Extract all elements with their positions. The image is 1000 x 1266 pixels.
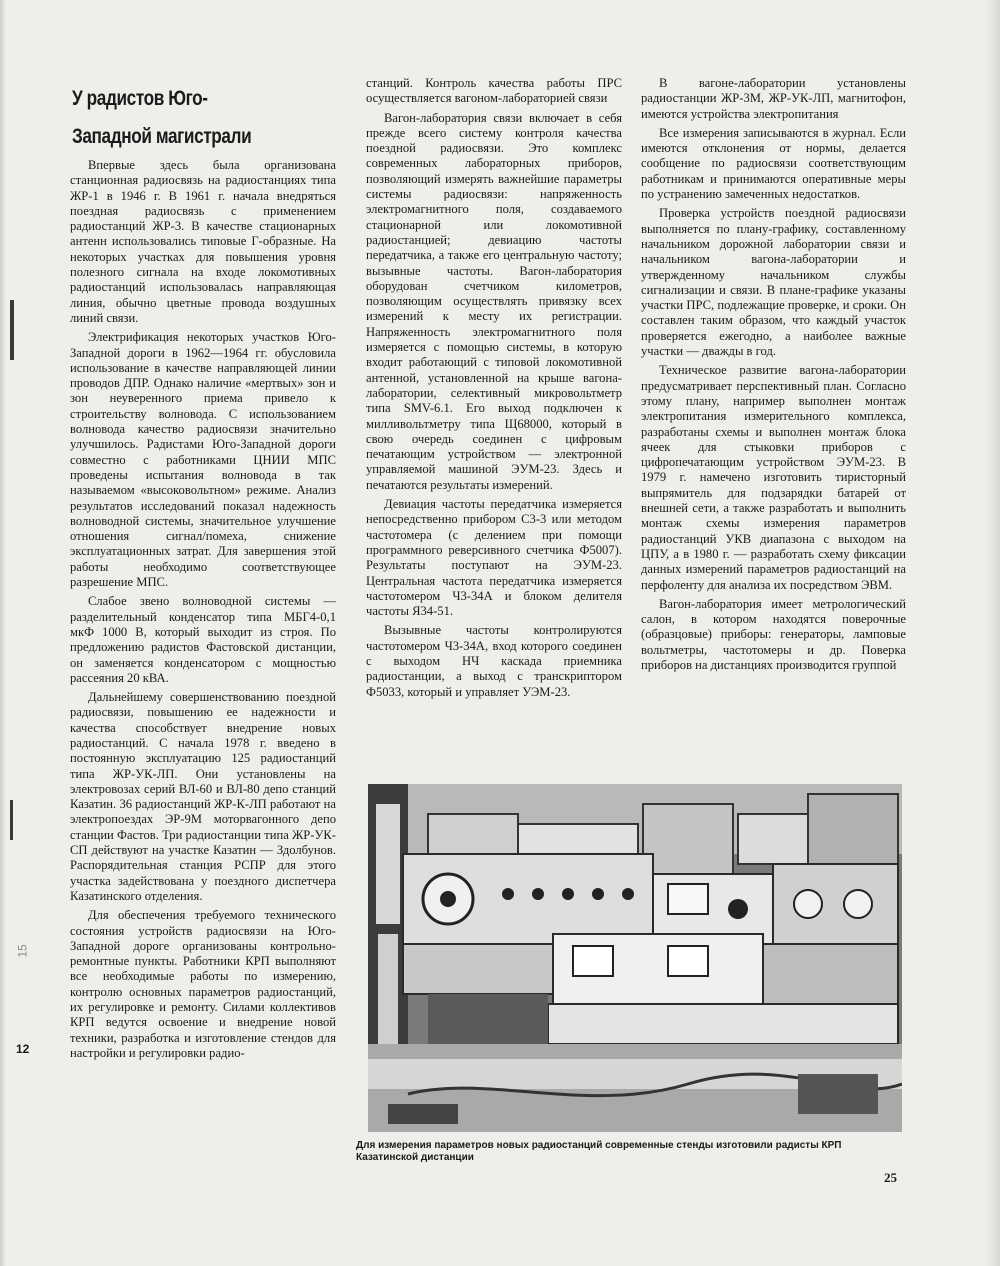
page-shadow-left — [0, 0, 6, 1266]
paragraph: Девиация частоты передатчика измеряется непосредственно прибором С3-3 или методом частотомера (с делением при помощи программного реверсивного счетчика Ф5007). Результаты поступают на ЭУМ-23. Центральная частота передатчика измеряется частотомером Ч3-34А и блоком делителя частоты Я34-51. — [366, 497, 622, 619]
paragraph: Дальнейшему совершенствованию поездной радиосвязи, повышению ее надежности и качества способствует внедрение новых радиостанций. С начала 1978 г. введено в постоянную эксплуатацию 125 радиостанций типа ЖР-УК-ЛП. Они установлены на электровозах серий ВЛ-60 и ВЛ-80 депо станций Казатин. 36 радиостанций ЖР-К-ЛП работают на электропоездах ЭР-9М моторвагонного депо станции Фастов. Три радиостанции типа ЖР-УК-СП действуют на участке Казатин — Здолбунов. Распорядительная станция РСПР для этого участка задействована у поездного диспетчера Казатинского отделения. — [70, 690, 336, 903]
margin-number: 15 — [15, 944, 30, 958]
paragraph: Электрификация некоторых участков Юго-Западной дороги в 1962—1964 гг. обусловила использование в качестве направляющей линии проводов ДПР. Однако наличие «мертвых» зон и зон неуверенного приема привело к строительству волновода. С использованием волновода качество радиосвязи значительно улучшилось. Радистами Юго-Западной дороги совместно с работниками ЦНИИ МПС проведены испытания волновода в так называемом «высоковольтном» режиме. Анализ результатов исследований показал надежность волноводной системы, значительное улучшение отношения сигнал/помеха, снижение эксплуатационных затрат. Для завершения этой работы необходимо соответствующее разрешение МПС. — [70, 330, 336, 590]
margin-mark — [10, 300, 14, 360]
paragraph: станций. Контроль качества работы ПРС осуществляется вагоном-лабораторией связи — [366, 76, 622, 106]
paragraph: Все измерения записываются в журнал. Если имеются отклонения от нормы, делается сообщение по радиосвязи соответствующим работникам и принимаются оперативные меры по устранению замеченных недостатков. — [641, 125, 906, 202]
margin-number: 12 — [16, 1042, 30, 1056]
text-column-1 — [70, 158, 336, 1065]
paragraph: Вызывные частоты контролируются частотомером Ч3-34А, вход которого соединен с выходом НЧ каскада приемника радиостанции, а выход с транскриптором Ф5033, который и управляет УЭМ-23. — [366, 623, 622, 699]
paragraph: Вагон-лаборатория имеет метрологический салон, в котором находятся поверочные (образцовые) приборы: генераторы, ламповые вольтметры, частотомеры и др. Поверка приборов на дистанциях производится группой — [641, 596, 906, 672]
equipment-photo — [368, 784, 902, 1132]
paragraph: Для обеспечения требуемого технического состояния устройств радиосвязи на Юго-Западной дороге организованы контрольно-ремонтные пункты. Работники КРП выполняют все необходимые работы по измерению, контролю основных параметров радиостанций, их регулировке и ремонту. Силами коллективов КРП ведутся освоение и внедрение новой техники, разработка и изготовление стендов для настройки и регулировки радио- — [70, 908, 336, 1060]
paragraph: Проверка устройств поездной радиосвязи выполняется по плану-графику, составленному начальником дорожной лаборатории связи и начальником вагона-лаборатории и утвержденному начальником службы сигнализации и связи. В плане-графике указаны участки ПРС, подлежащие проверке, и сроки. Он составлен таким образом, что каждый участок проверяется ежегодно, а наиболее важные участки — дважды в год. — [641, 206, 906, 359]
margin-mark — [10, 800, 13, 840]
paragraph: Впервые здесь была организована станционная радиосвязь на радиостанциях типа ЖР-1 в 1946 г. В 1961 г. начала внедряться поездная радиосвязь с применением радиостанций ЖР-3. В качестве стационарных антенн использовались типовые Г-образные. На некоторых участках для повышения уровня полезного сигнала на входе локомотивных радиостанций использовалась направляющая линия, обычно цветные провода воздушных линий связи. — [70, 158, 336, 325]
equipment-photo-illustration — [368, 784, 902, 1132]
text-column-3 — [641, 76, 906, 677]
text-column-2 — [366, 76, 622, 704]
article-title: У радистов Юго-Западной магистрали — [72, 87, 252, 148]
photo-caption: Для измерения параметров новых радиостанций современные стенды изготовили радисты КРП Казатинской дистанции — [356, 1140, 842, 1163]
paragraph: Вагон-лаборатория связи включает в себя прежде всего систему контроля качества поездной радиосвязи. Это комплекс современных лабораторных приборов, позволяющий измерять важнейшие параметры системы радиосвязи: напряженность электромагнитного поля, создаваемого стационарной или локомотивной радиостанцией; девиацию частоты передатчика, а также его центральную частоту; вызывные частоты. Вагон-лаборатория оборудован счетчиком километров, позволяющим осуществлять привязку всех измерений к месту их регистрации. Напряженность электромагнитного поля измеряется с помощью системы, в которую входит работающий с типовой локомотивной антенной, установленной на крыше вагона-лаборатории, селективный микровольтметр типа SMV-6.1. Его выход подключен к милливольтметру типа Щ68000, который в свою очередь соединен с цифровым печатающим устройством — электронной управляемой машиной ЭУМ-23. Здесь и печатаются результаты измерений. — [366, 110, 622, 492]
paragraph: Техническое развитие вагона-лаборатории предусматривает перспективный план. Согласно этому плану, например выполнен монтаж электропитания измерительного комплекса, разработаны схемы и выполнен монтаж блока ячеек для стыковки приборов с цифропечатающим устройством ЭУМ-23. В 1979 г. намечено изготовить тиристорный выпрямитель для подзарядки батарей от внешней сети, а также разработать и выполнить монтаж схемы измерения параметров радиостанций УКВ диапазона с выходом на ЦПУ, а в 1980 г. — разработать схему фиксации данных измерений параметров радиостанций на перфоленту для анализа их посредством ЭВМ. — [641, 363, 906, 592]
page-shadow-right — [986, 0, 1000, 1266]
paragraph: В вагоне-лаборатории установлены радиостанции ЖР-3М, ЖР-УК-ЛП, магнитофон, имеются устройства электропитания — [641, 76, 906, 121]
page-number: 25 — [884, 1170, 897, 1185]
paragraph: Слабое звено волноводной системы — разделительный конденсатор типа МБГ4-0,1 мкФ 1000 В, который выходит из строя. По предложению радистов Фастовской дистанции, он заменяется конденсатором с мощностью рассеяния 20 кВА. — [70, 594, 336, 685]
